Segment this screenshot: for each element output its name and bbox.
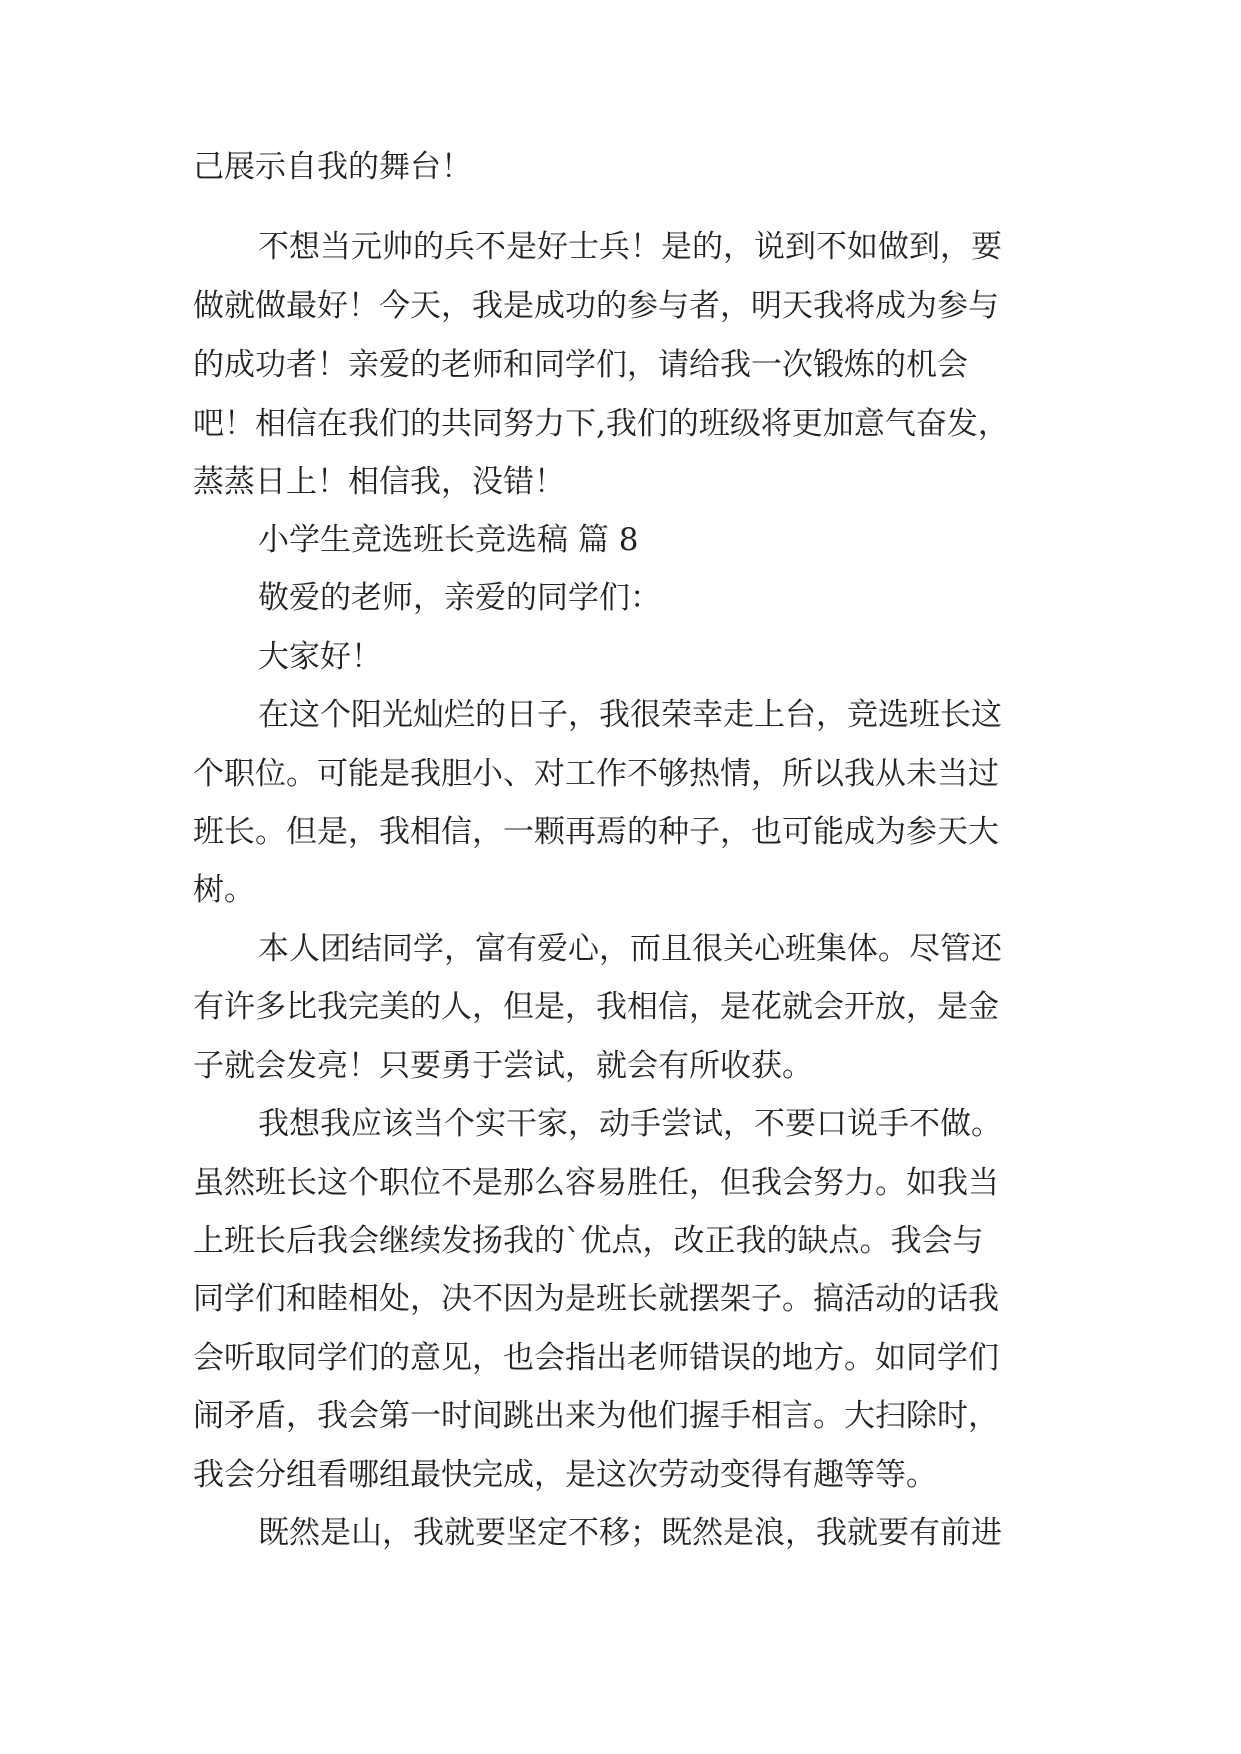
text-line: 蒸蒸日上！相信我，没错！	[193, 464, 565, 500]
text-line: 子就会发亮！只要勇于尝试，就会有所收获。	[193, 1048, 813, 1084]
text-line: 己展示自我的舞台！	[193, 149, 472, 185]
text-line: 的成功者！亲爱的老师和同学们，请给我一次锻炼的机会	[193, 347, 968, 383]
text-line: 闹矛盾，我会第一时间跳出来为他们握手相言。大扫除时，	[193, 1398, 999, 1434]
text-line: 个职位。可能是我胆小、对工作不够热情，所以我从未当过	[193, 756, 999, 792]
text-line: 吧！相信在我们的共同努力下,我们的班级将更加意气奋发，	[193, 406, 1009, 442]
text-line: 本人团结同学，富有爱心，而且很关心班集体。尽管还	[258, 931, 1002, 967]
salutation: 敬爱的老师，亲爱的同学们：	[258, 580, 661, 616]
text-line: 有许多比我完美的人，但是，我相信，是花就会开放，是金	[193, 989, 999, 1025]
text-line: 既然是山，我就要坚定不移；既然是浪，我就要有前进	[258, 1515, 1002, 1551]
text-line: 同学们和睦相处，决不因为是班长就摆架子。搞活动的话我	[193, 1281, 999, 1317]
text-line: 我会分组看哪组最快完成，是这次劳动变得有趣等等。	[193, 1457, 937, 1493]
text-line: 在这个阳光灿烂的日子，我很荣幸走上台，竞选班长这	[258, 697, 1002, 733]
text-line: 会听取同学们的意见，也会指出老师错误的地方。如同学们	[193, 1340, 999, 1376]
text-line: 我想我应该当个实干家，动手尝试，不要口说手不做。	[258, 1106, 1002, 1142]
greeting: 大家好！	[258, 639, 382, 675]
text-line: 树。	[193, 872, 255, 908]
text-line: 做就做最好！今天，我是成功的参与者，明天我将成为参与	[193, 288, 999, 324]
text-line: 班长。但是，我相信，一颗再焉的种子，也可能成为参天大	[193, 814, 999, 850]
text-line: 上班长后我会继续发扬我的`优点，改正我的缺点。我会与	[193, 1223, 984, 1259]
section-heading: 小学生竞选班长竞选稿 篇 8	[258, 522, 639, 558]
text-line: 虽然班长这个职位不是那么容易胜任，但我会努力。如我当	[193, 1165, 999, 1201]
text-line: 不想当元帅的兵不是好士兵！是的，说到不如做到，要	[258, 229, 1002, 265]
